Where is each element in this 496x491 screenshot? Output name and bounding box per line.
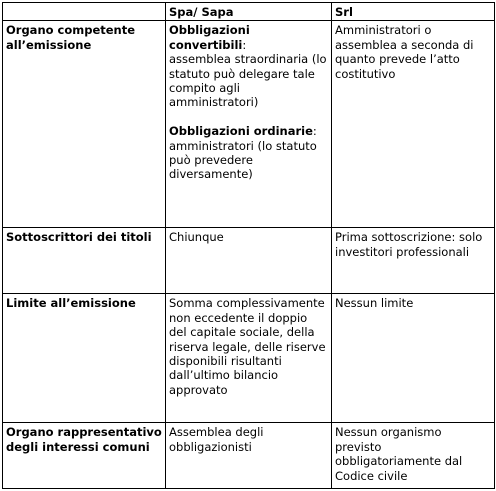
table-row xyxy=(3,294,495,423)
table-row xyxy=(3,423,495,489)
ordinarie-title: Obbligazioni ordinarie xyxy=(169,124,313,139)
row-label-organo-competente: Organo competente all’emissione xyxy=(3,21,166,228)
header-srl: Srl xyxy=(332,3,495,21)
table-row xyxy=(3,21,495,228)
cell-spa-limite: Somma complessivamente non eccedente il doppio del capitale sociale, della riserva legale, delle riserve disponibili risultanti dall’ultimo bilancio approvato xyxy=(166,294,332,423)
comparison-table xyxy=(2,2,495,489)
header-row xyxy=(3,3,495,21)
paragraph-spacer xyxy=(169,110,328,124)
convertibili-heading xyxy=(169,23,328,52)
row-label-sottoscrittori: Sottoscrittori dei titoli xyxy=(3,228,166,294)
row-label-limite: Limite all’emissione xyxy=(3,294,166,423)
ordinarie-heading xyxy=(169,124,328,138)
cell-srl-organo-competente: Amministratori o assemblea a seconda di quanto prevede l’atto costitutivo xyxy=(332,21,495,228)
ordinarie-text: amministratori (lo statuto può prevedere diversamente) xyxy=(169,138,317,182)
table-row xyxy=(3,228,495,294)
ordinarie-colon: : xyxy=(312,124,317,139)
convertibili-text: assemblea straordinaria (lo statuto può delegare tale compito agli amministratori) xyxy=(169,52,327,110)
header-spa-sapa: Spa/ Sapa xyxy=(166,3,332,21)
convertibili-title: Obbligazioni convertibili xyxy=(169,23,250,52)
row-label-organo-rappresentativo: Organo rappresentativo degli interessi comuni xyxy=(3,423,166,489)
cell-spa-organo-rappresentativo: Assemblea degli obbligazionisti xyxy=(166,423,332,489)
cell-spa-sottoscrittori: Chiunque xyxy=(166,228,332,294)
cell-srl-limite: Nessun limite xyxy=(332,294,495,423)
cell-srl-sottoscrittori: Prima sottoscrizione: solo investitori professionali xyxy=(332,228,495,294)
cell-srl-organo-rappresentativo: Nessun organismo previsto obbligatoriamente dal Codice civile xyxy=(332,423,495,489)
cell-spa-organo-competente xyxy=(166,21,332,228)
header-empty-cell xyxy=(3,3,166,21)
convertibili-colon: : xyxy=(242,37,247,52)
